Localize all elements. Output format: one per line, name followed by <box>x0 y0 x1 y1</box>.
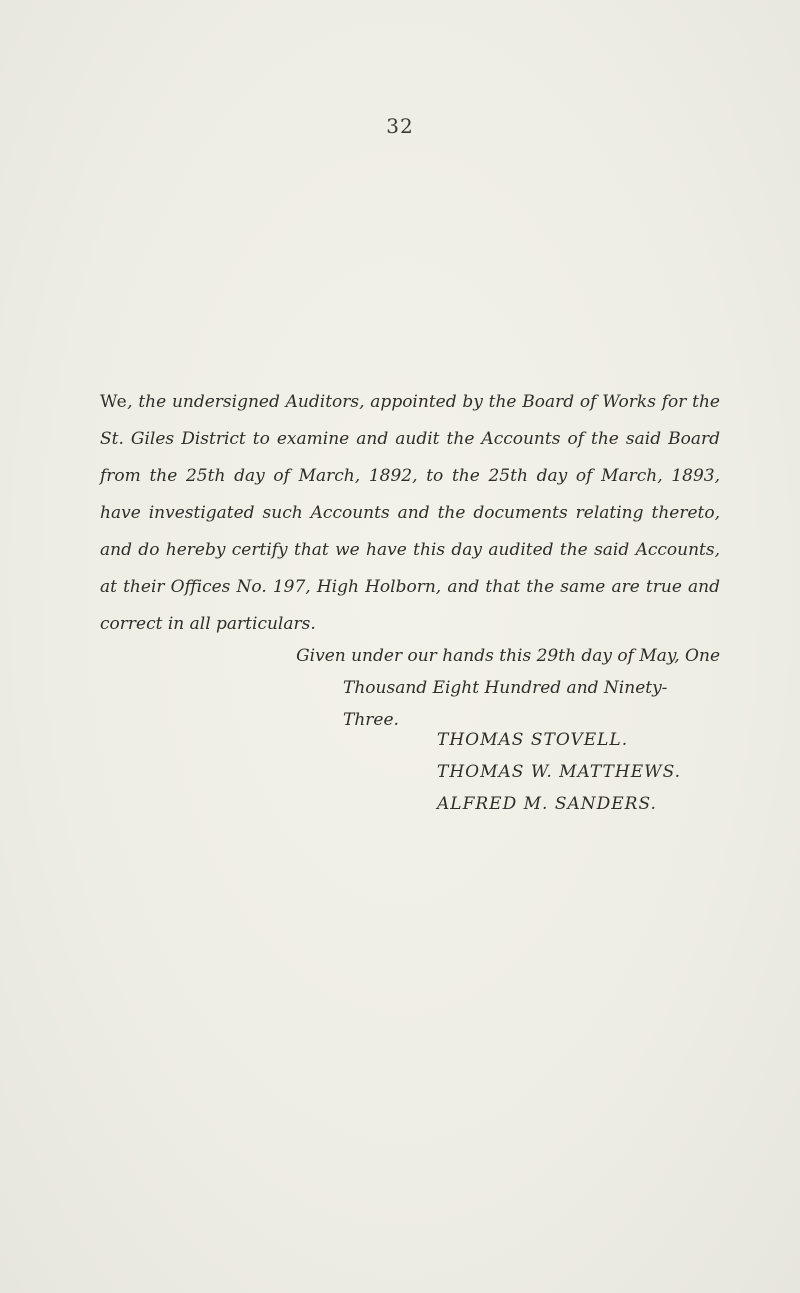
signatory-name: ALFRED M. SANDERS. <box>437 794 657 814</box>
signatories-list <box>437 724 681 820</box>
attestation-line-1: Given under our hands this 29th day of May, One <box>296 646 720 666</box>
certificate-lead-word: We <box>100 392 128 412</box>
signatory-name: THOMAS STOVELL. <box>437 730 629 750</box>
certificate-text: , the undersigned Auditors, appointed by the Board of Works for the St. Giles District to examine and audit the Accounts of the said Board from the 25th day of March, 1892, to the 25th day of March, 1893, have investigated such Accounts and the documents relating thereto, and do hereby certify that we have this day audited the said Accounts, at their Offices No. 197, High Holborn, and that the same are true and correct in all particulars. <box>100 392 720 634</box>
auditors-certificate <box>100 384 720 643</box>
attestation-line-2: Thousand Eight Hundred and Ninety-Three. <box>343 678 668 730</box>
signatory-name: THOMAS W. MATTHEWS. <box>437 762 682 782</box>
page-number: 32 <box>386 114 414 138</box>
attestation-block <box>100 640 720 736</box>
